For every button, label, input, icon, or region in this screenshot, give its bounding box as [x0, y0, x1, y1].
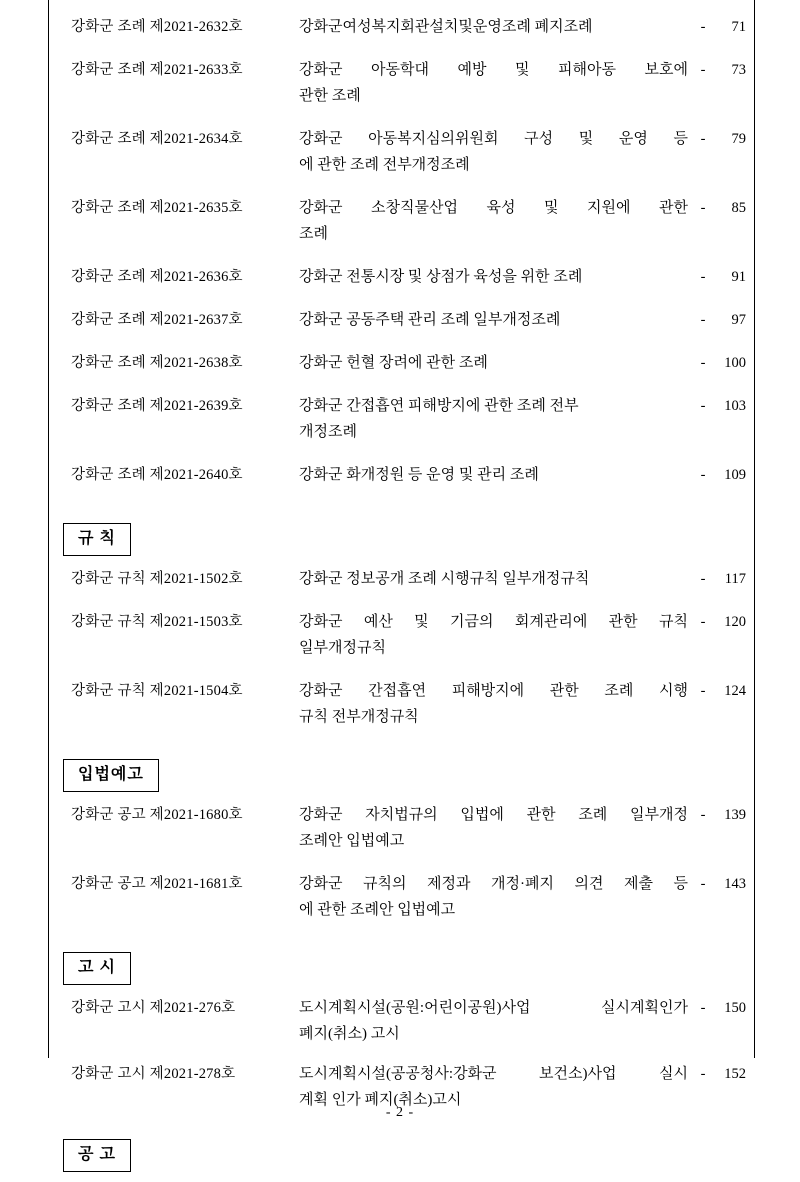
toc-entry-dash: -	[700, 355, 706, 371]
toc-entry-dash: -	[700, 269, 706, 285]
toc-entry-number: 강화군 규칙 제2021-1503호	[71, 614, 243, 630]
section-heading-announcement: 공 고	[63, 1139, 131, 1172]
toc-entry-title	[299, 350, 694, 376]
toc-entry-page: 139	[724, 807, 746, 823]
toc-entry-page: 97	[731, 312, 746, 328]
toc-entry[interactable]	[49, 802, 754, 854]
table-of-contents	[49, 0, 754, 1163]
toc-entry-dash: -	[700, 614, 706, 630]
toc-entry-title-line: 도시계획시설(공공청사:강화군 보건소)사업 실시	[299, 1066, 688, 1082]
toc-entry-dash: -	[700, 19, 706, 35]
toc-entry-number: 강화군 고시 제2021-278호	[71, 1066, 236, 1082]
toc-entry-number: 강화군 규칙 제2021-1502호	[71, 571, 243, 587]
toc-entry-title	[299, 393, 694, 445]
toc-entry-title-line: 강화군 규칙의 제정과 개정·폐지 의견 제출 등	[299, 876, 688, 892]
toc-entry-number: 강화군 조례 제2021-2632호	[71, 19, 243, 35]
toc-entry-page: 73	[731, 62, 746, 78]
toc-entry-number: 강화군 조례 제2021-2633호	[71, 62, 243, 78]
toc-entry-page: 103	[724, 398, 746, 414]
toc-entry-title-line: 계획 인가 폐지(취소)고시	[299, 1092, 462, 1108]
toc-entry-title-line: 강화군여성복지회관설치및운영조례 폐지조례	[299, 19, 593, 35]
toc-entry-title-line: 강화군 간접흡연 피해방지에 관한 조례 전부	[299, 398, 579, 414]
toc-entry-page: 143	[724, 876, 746, 892]
toc-entry[interactable]	[49, 307, 754, 333]
toc-entry-dash: -	[700, 683, 706, 699]
toc-entry-title	[299, 995, 694, 1047]
toc-entry-title-line: 규칙 전부개정규칙	[299, 709, 419, 725]
toc-entry-title-line: 강화군 전통시장 및 상점가 육성을 위한 조례	[299, 269, 583, 285]
section-public-notice	[49, 946, 754, 1113]
toc-entry-number: 강화군 조례 제2021-2639호	[71, 398, 243, 414]
toc-entry-title	[299, 609, 694, 661]
toc-entry-title	[299, 57, 694, 109]
toc-entry-title	[299, 264, 694, 290]
toc-entry-number: 강화군 조례 제2021-2638호	[71, 355, 243, 371]
toc-entry-title-line: 폐지(취소) 고시	[299, 1026, 400, 1042]
toc-entry-page: 124	[724, 683, 746, 699]
toc-entry-dash: -	[700, 312, 706, 328]
toc-entry-dash: -	[700, 807, 706, 823]
toc-entry-title	[299, 678, 694, 730]
toc-entry-title-line: 강화군 헌혈 장려에 관한 조례	[299, 355, 488, 371]
toc-entry-title-line: 일부개정규칙	[299, 640, 386, 656]
toc-entry-title	[299, 195, 694, 247]
toc-entry-number: 강화군 고시 제2021-276호	[71, 1000, 236, 1016]
toc-entry-dash: -	[700, 467, 706, 483]
toc-entry[interactable]	[49, 14, 754, 40]
toc-entry-page: 117	[724, 571, 746, 587]
toc-entry-title-line: 강화군 아동학대 예방 및 피해아동 보호에	[299, 62, 688, 78]
section-ordinances	[49, 14, 754, 488]
toc-entry-dash: -	[700, 1000, 706, 1016]
toc-entry-title	[299, 126, 694, 178]
toc-entry-number: 강화군 조례 제2021-2637호	[71, 312, 243, 328]
toc-entry-number: 강화군 조례 제2021-2635호	[71, 200, 243, 216]
toc-entry-dash: -	[700, 131, 706, 147]
toc-entry-page: 152	[724, 1066, 746, 1082]
toc-entry[interactable]	[49, 195, 754, 247]
toc-entry-title-line: 강화군 소창직물산업 육성 및 지원에 관한	[299, 200, 688, 216]
toc-entry-title-line: 도시계획시설(공원:어린이공원)사업 실시계획인가	[299, 1000, 688, 1016]
toc-entry[interactable]	[49, 871, 754, 923]
toc-entry-title	[299, 307, 694, 333]
toc-entry-title-line: 강화군 간접흡연 피해방지에 관한 조례 시행	[299, 683, 688, 699]
toc-entry[interactable]	[49, 995, 754, 1047]
toc-entry[interactable]	[49, 609, 754, 661]
toc-entry-dash: -	[700, 876, 706, 892]
toc-entry[interactable]	[49, 350, 754, 376]
toc-entry-page: 100	[724, 355, 746, 371]
toc-entry-number: 강화군 조례 제2021-2636호	[71, 269, 243, 285]
toc-entry-title	[299, 802, 694, 854]
toc-entry-dash: -	[700, 1066, 706, 1082]
toc-entry-number: 강화군 조례 제2021-2640호	[71, 467, 243, 483]
toc-entry[interactable]	[49, 462, 754, 488]
toc-entry-title-line: 강화군 자치법규의 입법에 관한 조례 일부개정	[299, 807, 688, 823]
right-vertical-rule	[754, 0, 755, 1058]
toc-entry-title-line: 강화군 아동복지심의위원회 구성 및 운영 등	[299, 131, 688, 147]
toc-entry-dash: -	[700, 200, 706, 216]
section-heading-public-notice: 고 시	[63, 952, 131, 985]
section-legislative-notice	[49, 753, 754, 923]
toc-entry-title-line: 강화군 공동주택 관리 조례 일부개정조례	[299, 312, 561, 328]
toc-entry-title-line: 강화군 정보공개 조례 시행규칙 일부개정규칙	[299, 571, 590, 587]
toc-entry-dash: -	[700, 62, 706, 78]
toc-entry-title-line: 조례안 입법예고	[299, 833, 405, 849]
section-rules	[49, 517, 754, 730]
toc-entry-title-line: 에 관한 조례안 입법예고	[299, 902, 456, 918]
toc-entry-title	[299, 871, 694, 923]
toc-entry-dash: -	[700, 571, 706, 587]
toc-entry-number: 강화군 공고 제2021-1680호	[71, 807, 243, 823]
toc-entry-title-line: 조례	[299, 226, 328, 242]
toc-entry[interactable]	[49, 393, 754, 445]
toc-entry-title-line: 관한 조례	[299, 88, 361, 104]
toc-entry-title	[299, 14, 694, 40]
toc-entry[interactable]	[49, 57, 754, 109]
toc-entry[interactable]	[49, 264, 754, 290]
toc-entry-page: 79	[731, 131, 746, 147]
toc-entry[interactable]	[49, 126, 754, 178]
toc-entry-number: 강화군 규칙 제2021-1504호	[71, 683, 243, 699]
toc-entry-number: 강화군 조례 제2021-2634호	[71, 131, 243, 147]
section-announcement	[49, 1133, 754, 1182]
toc-entry-page: 120	[724, 614, 746, 630]
toc-entry-page: 109	[724, 467, 746, 483]
toc-entry-page: 150	[724, 1000, 746, 1016]
toc-entry-page: 71	[731, 19, 746, 35]
toc-entry-title	[299, 462, 694, 488]
toc-entry-page: 91	[731, 269, 746, 285]
toc-entry-title-line: 강화군 예산 및 기금의 회계관리에 관한 규칙	[299, 614, 688, 630]
toc-entry[interactable]	[49, 678, 754, 730]
toc-entry-title-line: 에 관한 조례 전부개정조례	[299, 157, 470, 173]
page-number: - 2 -	[385, 1105, 415, 1120]
toc-entry-page: 85	[731, 200, 746, 216]
toc-entry-dash: -	[700, 398, 706, 414]
toc-entry-title	[299, 566, 694, 592]
toc-entry-number: 강화군 공고 제2021-1681호	[71, 876, 243, 892]
toc-entry-title-line: 개정조례	[299, 424, 357, 440]
toc-entry[interactable]	[49, 566, 754, 592]
section-heading-legislative-notice: 입법예고	[63, 759, 159, 792]
toc-entry-title-line: 강화군 화개정원 등 운영 및 관리 조례	[299, 467, 539, 483]
section-heading-rules: 규 칙	[63, 523, 131, 556]
